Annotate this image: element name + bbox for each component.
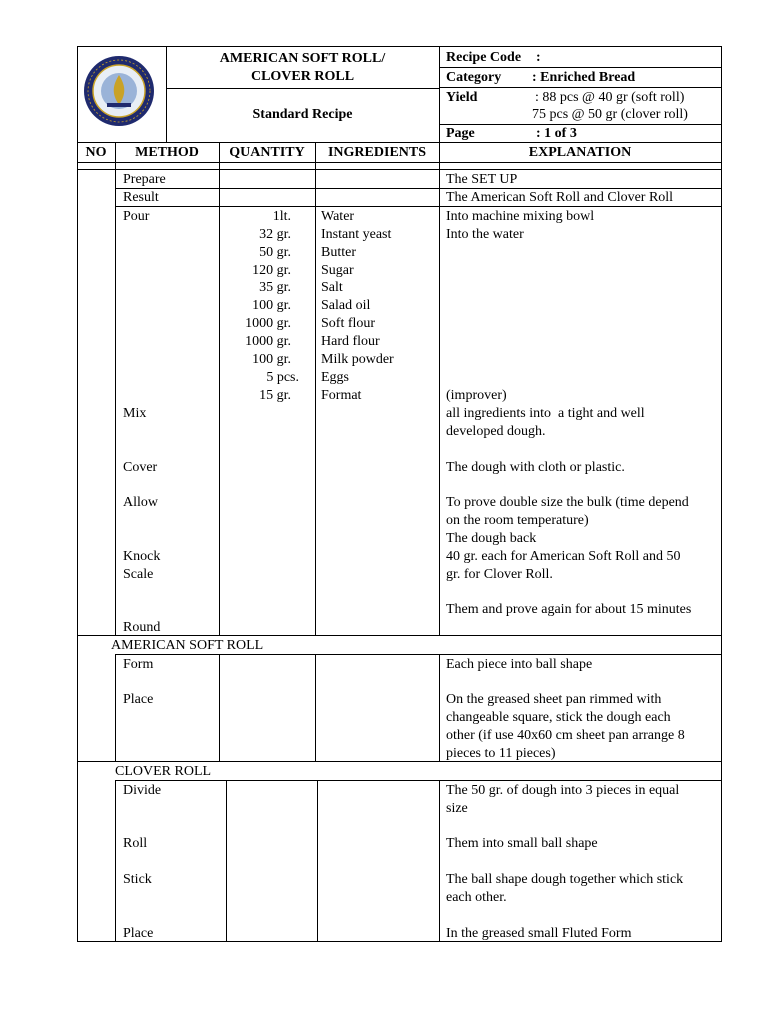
ingredient-qty: 35 gr.: [259, 280, 291, 295]
method-scale: Scale: [123, 567, 154, 582]
method-knock: Knock: [123, 549, 161, 564]
method-cover: Cover: [123, 460, 158, 475]
ingredient-name: Salt: [321, 280, 343, 295]
method-prepare: Prepare: [123, 172, 166, 187]
col-ingredients: INGREDIENTS: [327, 145, 427, 160]
ingredient-qty: 1000 gr.: [245, 334, 291, 349]
explanation-knock: The dough back: [446, 531, 537, 546]
ingredient-qty: 120 gr.: [252, 263, 291, 278]
method-result: Result: [123, 190, 159, 205]
ingredient-name: Milk powder: [321, 352, 394, 367]
ingredient-name: Water: [321, 209, 355, 224]
explanation-divide-1: The 50 gr. of dough into 3 pieces in equal: [446, 783, 680, 798]
explanation-place-2: changeable square, stick the dough each: [446, 710, 671, 725]
explanation-divide-2: size: [446, 801, 468, 816]
yield-line-2: 75 pcs @ 50 gr (clover roll): [532, 107, 688, 122]
section-heading-american-soft-roll: AMERICAN SOFT ROLL: [111, 638, 264, 653]
explanation-pour-2: Into the water: [446, 227, 524, 242]
method-pour: Pour: [123, 209, 150, 224]
ingredient-qty: 100 gr.: [252, 298, 291, 313]
explanation-cover: The dough with cloth or plastic.: [446, 460, 625, 475]
explanation-stick-2: each other.: [446, 890, 507, 905]
title-line-2: CLOVER ROLL: [250, 69, 355, 84]
yield-label: Yield: [446, 90, 478, 105]
ingredient-name: Hard flour: [321, 334, 380, 349]
explanation-place-3: other (if use 40x60 cm sheet pan arrange 8: [446, 728, 685, 743]
school-seal-icon: [83, 55, 155, 127]
explanation-pour-1: Into machine mixing bowl: [446, 209, 595, 224]
method-form: Form: [123, 657, 154, 672]
category-value: : Enriched Bread: [532, 70, 636, 85]
explanation-result: The American Soft Roll and Clover Roll: [446, 190, 674, 205]
explanation-place-4: pieces to 11 pieces): [446, 746, 556, 761]
page-label: Page: [446, 126, 475, 141]
title-line-1: AMERICAN SOFT ROLL/: [219, 51, 386, 66]
explanation-prepare: The SET UP: [446, 172, 518, 187]
explanation-form: Each piece into ball shape: [446, 657, 593, 672]
ingredient-qty: 50 gr.: [259, 245, 291, 260]
section-heading-clover-roll: CLOVER ROLL: [115, 764, 212, 779]
method-mix: Mix: [123, 406, 147, 421]
col-quantity: QUANTITY: [229, 145, 305, 160]
explanation-place-clover: In the greased small Fluted Form: [446, 926, 632, 941]
explanation-stick-1: The ball shape dough together which stick: [446, 872, 684, 887]
ingredient-qty: 15 gr.: [259, 388, 291, 403]
col-no: NO: [85, 145, 107, 160]
method-place: Place: [123, 692, 154, 707]
ingredient-name: Format: [321, 388, 362, 403]
category-label: Category: [446, 70, 502, 85]
ingredient-name: Eggs: [321, 370, 349, 385]
explanation-roll: Them into small ball shape: [446, 836, 598, 851]
ingredient-name: Sugar: [321, 263, 354, 278]
explanation-improver: (improver): [446, 388, 507, 403]
recipe-code-label: Recipe Code: [446, 50, 522, 65]
yield-line-1: : 88 pcs @ 40 gr (soft roll): [535, 90, 685, 105]
col-method: METHOD: [135, 145, 199, 160]
explanation-round: Them and prove again for about 15 minutes: [446, 602, 692, 617]
subtitle: Standard Recipe: [252, 107, 353, 122]
page-value: : 1 of 3: [536, 126, 577, 141]
explanation-mix-2: developed dough.: [446, 424, 546, 439]
method-round: Round: [123, 620, 161, 635]
explanation-allow-1: To prove double size the bulk (time depend: [446, 495, 689, 510]
ingredient-qty: 32 gr.: [259, 227, 291, 242]
method-divide: Divide: [123, 783, 162, 798]
method-stick: Stick: [123, 872, 152, 887]
explanation-mix-1: all ingredients into a tight and well: [446, 406, 645, 421]
explanation-scale-2: gr. for Clover Roll.: [446, 567, 553, 582]
ingredient-qty: 100 gr.: [252, 352, 291, 367]
ingredient-name: Instant yeast: [321, 227, 392, 242]
ingredient-name: Salad oil: [321, 298, 371, 313]
ingredient-qty: 1000 gr.: [245, 316, 291, 331]
ingredient-qty: 5 pcs.: [266, 370, 299, 385]
method-allow: Allow: [123, 495, 158, 510]
ingredient-qty: 1lt.: [272, 209, 291, 224]
recipe-code-value: :: [536, 50, 541, 65]
col-explanation: EXPLANATION: [528, 145, 632, 160]
explanation-scale-1: 40 gr. each for American Soft Roll and 50: [446, 549, 681, 564]
ingredient-name: Soft flour: [321, 316, 376, 331]
explanation-allow-2: on the room temperature): [446, 513, 589, 528]
method-roll: Roll: [123, 836, 148, 851]
explanation-place-1: On the greased sheet pan rimmed with: [446, 692, 662, 707]
ingredient-name: Butter: [321, 245, 356, 260]
method-place-clover: Place: [123, 926, 154, 941]
